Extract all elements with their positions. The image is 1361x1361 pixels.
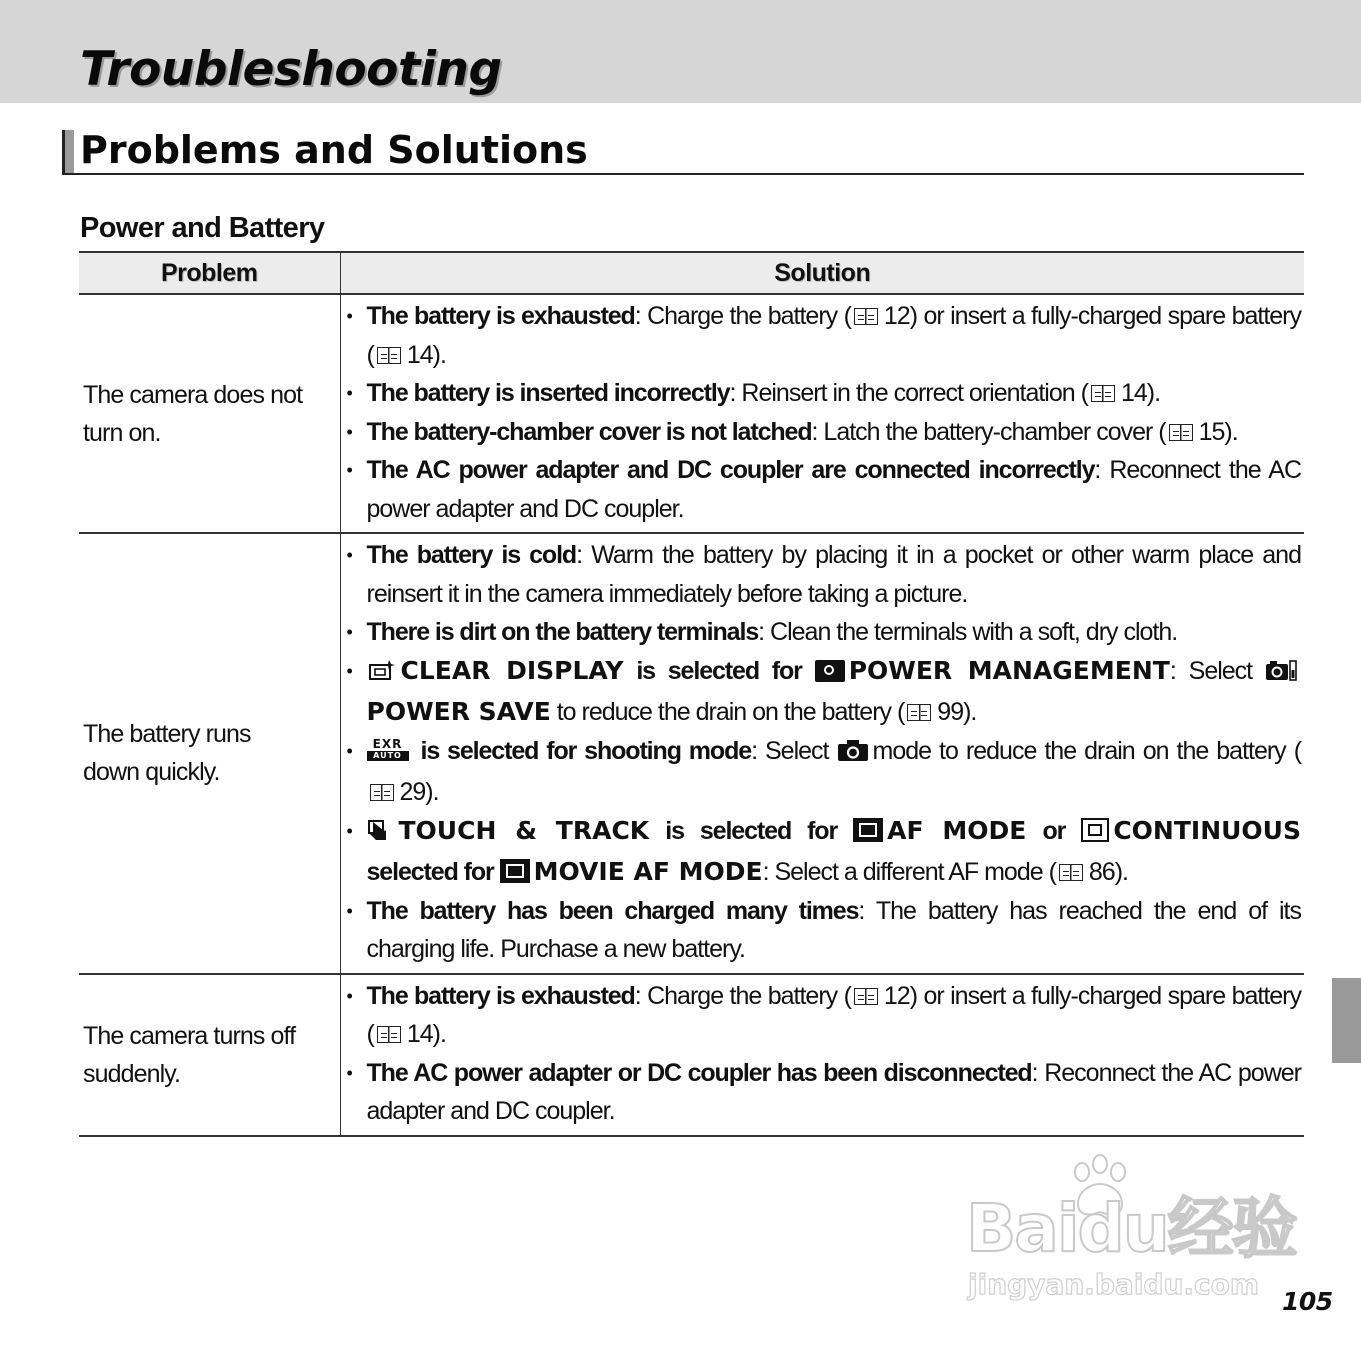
movie-af-icon [500,859,530,883]
solution-cell [340,294,1304,533]
page-reference-icon [854,988,878,1005]
solution-text: : Charge the battery ( [634,981,851,1010]
menu-item-label: AF MODE [887,815,1027,845]
menu-item-label: TOUCH & TRACK [398,815,650,845]
solution-text: to reduce the drain on the battery ( [556,698,905,726]
solution-text: 15). [1198,417,1238,446]
solution-lead: or [1042,816,1066,845]
solution-item [346,297,1302,374]
solution-list [346,536,1302,969]
solution-item [346,451,1302,528]
solution-lead: is selected for shooting mode [420,736,752,765]
table-row [79,533,1304,974]
exr-auto-icon [367,738,409,762]
problem-cell: The camera turns off suddenly. [79,974,340,1136]
page-reference-icon [377,347,401,364]
solution-lead: is selected for [665,816,838,845]
solution-text: 29). [399,778,439,806]
solution-text: : The battery has reached the end of its charging life. Purchase a new battery. [366,896,1301,963]
solution-text: : Clean the terminals with a soft, dry cloth. [758,618,1178,646]
solution-lead: The AC power adapter and DC coupler are connected incorrectly [366,456,1095,484]
problem-cell: The battery runs down quickly. [79,533,340,974]
solution-lead: The battery is exhausted [366,302,635,330]
page-number: 105 [1282,1287,1333,1316]
solution-item [346,536,1302,613]
solution-item [346,892,1302,969]
section-marker [62,130,74,174]
page-header-title: Troubleshooting [80,42,502,97]
solution-item [346,812,1302,892]
page-reference-icon [377,1026,401,1043]
menu-item-label: POWER SAVE [366,697,551,726]
column-header-solution: Solution [340,252,1304,294]
menu-item-label: CLEAR DISPLAY [400,655,624,685]
solution-lead: The battery has been charged many times [366,896,859,925]
solution-text: 14). [406,340,446,369]
solution-list [346,977,1302,1131]
solution-text: : Select a different AF mode ( [762,858,1056,886]
solution-lead: The battery is inserted incorrectly [366,379,730,407]
setup-menu-icon [815,660,845,682]
chapter-thumb-tab [1332,978,1361,1063]
page-reference-icon [854,308,878,325]
solution-text: 99). [937,698,977,726]
solution-text: 12) or insert a fully-charged spare battery ( [366,981,1301,1048]
page-reference-icon [907,704,931,721]
solution-text: 14). [1120,379,1161,407]
solution-lead: The battery is cold [366,541,577,569]
camera-mode-icon [837,735,869,774]
solution-text: 14). [406,1020,446,1048]
solution-text: : Latch the battery-chamber cover ( [811,417,1166,446]
solution-lead: is selected for [636,656,802,685]
solution-text: : Warm the battery by placing it in a pocket or other warm place and reinsert it in the camera immediately before taking a picture. [366,541,1301,608]
display-setting-icon [367,655,397,694]
continuous-icon [1081,818,1109,842]
subsection-title: Power and Battery [80,212,325,244]
table-header-row [79,252,1304,294]
baidu-watermark [962,1154,1296,1304]
solution-lead: The battery is exhausted [366,981,635,1010]
solution-item [346,732,1302,812]
watermark-brand: Baidu经验 [966,1190,1296,1267]
page-reference-icon [1091,385,1115,402]
section-title: Problems and Solutions [80,128,588,172]
solution-cell [340,533,1304,974]
exr-icon-label: • EXR [372,736,403,751]
solution-item [346,1054,1302,1131]
solution-text: : Reconnect the AC power adapter and DC coupler. [366,1058,1301,1125]
af-frame-icon [853,818,883,842]
solution-text: : Reconnect the AC power adapter and DC coupler. [366,456,1301,523]
troubleshooting-table [79,251,1304,1137]
table-row [79,294,1304,533]
solution-lead: The battery-chamber cover is not latched [366,417,812,446]
solution-text: : Select [1169,656,1253,685]
solution-list [346,297,1302,528]
solution-text: 86). [1088,858,1128,886]
solution-text: 12) or insert a fully-charged spare battery ( [366,302,1301,369]
solution-text: : Select [751,736,829,765]
menu-item-label: POWER MANAGEMENT [848,655,1170,685]
table-row [79,974,1304,1136]
solution-lead: The AC power adapter or DC coupler has been disconnected [366,1058,1032,1087]
page-reference-icon [1059,864,1083,881]
solution-lead: There is dirt on the battery terminals [366,618,759,646]
solution-item [346,652,1302,732]
power-save-icon [1265,655,1297,694]
solution-text: mode to reduce the drain on the battery ( [872,736,1302,765]
section-rule [62,173,1304,175]
solution-item [346,613,1302,652]
column-header-problem: Problem [79,252,340,294]
menu-item-label: CONTINUOUS [1113,815,1301,845]
menu-item-label: MOVIE AF MODE [533,857,763,886]
solution-text: : Reinsert in the correct orientation ( [729,379,1088,407]
watermark-url: jingyan.baidu.com [968,1268,1260,1301]
solution-cell [340,974,1304,1136]
auto-icon-label: AUTO [367,751,409,761]
touch-track-icon [367,815,395,854]
page-reference-icon [1169,424,1193,441]
solution-item [346,374,1302,413]
solution-text: : Charge the battery ( [634,302,851,330]
solution-item [346,977,1302,1054]
page-reference-icon [370,784,394,801]
solution-item [346,413,1302,452]
problem-cell: The camera does not turn on. [79,294,340,533]
solution-lead: selected for [366,858,494,886]
